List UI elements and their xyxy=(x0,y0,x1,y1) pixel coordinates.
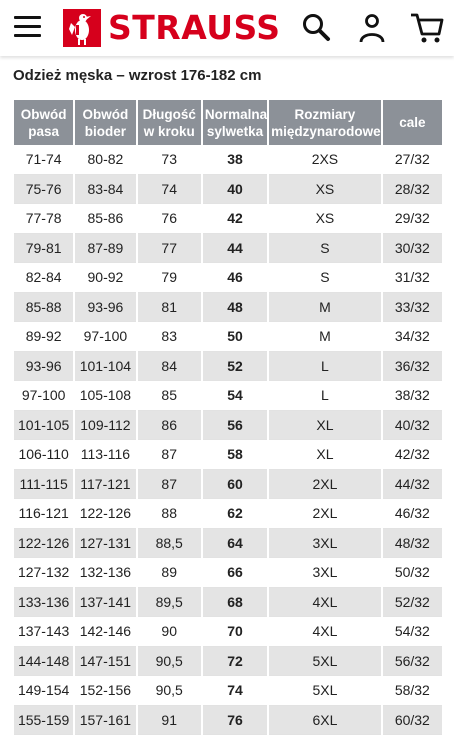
table-cell: 74 xyxy=(138,175,201,205)
table-cell: 85-86 xyxy=(75,204,135,234)
table-cell: S xyxy=(269,263,381,293)
table-cell: 31/32 xyxy=(383,263,442,293)
table-cell: 2XS xyxy=(269,145,381,175)
table-cell: 4XL xyxy=(269,588,381,618)
table-cell: 83 xyxy=(138,322,201,352)
table-cell: L xyxy=(269,381,381,411)
table-cell: 40 xyxy=(203,175,267,205)
table-cell: 74 xyxy=(203,676,267,706)
table-cell: 105-108 xyxy=(75,381,135,411)
table-cell: 97-100 xyxy=(75,322,135,352)
table-cell: 30/32 xyxy=(383,234,442,264)
table-cell: 109-112 xyxy=(75,411,135,441)
table-cell: 147-151 xyxy=(75,647,135,677)
table-cell: 87-89 xyxy=(75,234,135,264)
table-cell: 54 xyxy=(203,381,267,411)
table-cell: 6XL xyxy=(269,706,381,735)
column-header-line: w kroku xyxy=(144,124,195,139)
table-cell: 152-156 xyxy=(75,676,135,706)
brand-name: STRAUSS xyxy=(108,7,281,49)
table-cell: 48 xyxy=(203,293,267,323)
column-header xyxy=(269,100,381,145)
table-body xyxy=(14,145,442,735)
table-cell: S xyxy=(269,234,381,264)
table-row xyxy=(14,440,442,470)
table-cell: 90,5 xyxy=(138,647,201,677)
table-cell: 76 xyxy=(203,706,267,735)
table-cell: 44/32 xyxy=(383,470,442,500)
table-cell: XL xyxy=(269,440,381,470)
table-cell: 132-136 xyxy=(75,558,135,588)
column-header-line: Długość xyxy=(143,107,196,122)
table-cell: 101-104 xyxy=(75,352,135,382)
table-cell: 90,5 xyxy=(138,676,201,706)
user-icon[interactable] xyxy=(354,10,390,46)
table-cell: 155-159 xyxy=(14,706,73,735)
table-cell: 50 xyxy=(203,322,267,352)
table-cell: 60/32 xyxy=(383,706,442,735)
table-cell: 97-100 xyxy=(14,381,73,411)
table-cell: 34/32 xyxy=(383,322,442,352)
size-chart-table xyxy=(12,100,444,735)
table-cell: 137-141 xyxy=(75,588,135,618)
table-cell: 3XL xyxy=(269,558,381,588)
search-icon[interactable] xyxy=(299,10,335,46)
table-cell: M xyxy=(269,293,381,323)
table-cell: 122-126 xyxy=(75,499,135,529)
table-cell: 58/32 xyxy=(383,676,442,706)
site-header xyxy=(0,0,454,56)
table-row xyxy=(14,499,442,529)
table-cell: 87 xyxy=(138,470,201,500)
table-row xyxy=(14,676,442,706)
table-cell: 85-88 xyxy=(14,293,73,323)
table-cell: 77 xyxy=(138,234,201,264)
table-cell: 5XL xyxy=(269,676,381,706)
column-header-line: pasa xyxy=(28,124,59,139)
table-cell: 64 xyxy=(203,529,267,559)
table-cell: 86 xyxy=(138,411,201,441)
table-cell: 44 xyxy=(203,234,267,264)
table-cell: 52/32 xyxy=(383,588,442,618)
table-cell: 50/32 xyxy=(383,558,442,588)
table-cell: XS xyxy=(269,204,381,234)
table-row xyxy=(14,145,442,175)
table-cell: 68 xyxy=(203,588,267,618)
table-cell: 28/32 xyxy=(383,175,442,205)
table-cell: 85 xyxy=(138,381,201,411)
table-cell: 54/32 xyxy=(383,617,442,647)
table-cell: 66 xyxy=(203,558,267,588)
table-cell: 33/32 xyxy=(383,293,442,323)
table-cell: 81 xyxy=(138,293,201,323)
table-cell: 142-146 xyxy=(75,617,135,647)
column-header-line: cale xyxy=(399,115,425,130)
strauss-logo[interactable] xyxy=(63,9,280,47)
table-cell: 89 xyxy=(138,558,201,588)
column-header-line: bioder xyxy=(85,124,126,139)
table-cell: 3XL xyxy=(269,529,381,559)
table-cell: 127-131 xyxy=(75,529,135,559)
table-cell: 84 xyxy=(138,352,201,382)
table-cell: 79 xyxy=(138,263,201,293)
table-cell: XS xyxy=(269,175,381,205)
table-cell: 5XL xyxy=(269,647,381,677)
table-row xyxy=(14,529,442,559)
table-cell: 38 xyxy=(203,145,267,175)
table-row xyxy=(14,381,442,411)
table-cell: 29/32 xyxy=(383,204,442,234)
column-header xyxy=(75,100,135,145)
hamburger-menu-icon[interactable] xyxy=(14,14,42,40)
table-cell: 116-121 xyxy=(14,499,73,529)
table-cell: 2XL xyxy=(269,499,381,529)
table-cell: 62 xyxy=(203,499,267,529)
table-cell: 90-92 xyxy=(75,263,135,293)
logo-emblem-icon xyxy=(63,9,101,47)
table-cell: 93-96 xyxy=(75,293,135,323)
table-cell: 56 xyxy=(203,411,267,441)
table-cell: 77-78 xyxy=(14,204,73,234)
table-cell: 52 xyxy=(203,352,267,382)
table-cell: 89,5 xyxy=(138,588,201,618)
table-cell: 46/32 xyxy=(383,499,442,529)
column-header xyxy=(138,100,201,145)
table-cell: 58 xyxy=(203,440,267,470)
table-header-row xyxy=(14,100,442,145)
table-cell: 87 xyxy=(138,440,201,470)
table-cell: 38/32 xyxy=(383,381,442,411)
table-cell: 89-92 xyxy=(14,322,73,352)
table-cell: 71-74 xyxy=(14,145,73,175)
table-cell: 42 xyxy=(203,204,267,234)
table-row xyxy=(14,352,442,382)
column-header xyxy=(383,100,442,145)
table-row xyxy=(14,617,442,647)
table-cell: 117-121 xyxy=(75,470,135,500)
table-cell: 88 xyxy=(138,499,201,529)
table-cell: 27/32 xyxy=(383,145,442,175)
table-cell: 144-148 xyxy=(14,647,73,677)
column-header-line: Obwód xyxy=(83,107,129,122)
table-cell: 46 xyxy=(203,263,267,293)
table-cell: 75-76 xyxy=(14,175,73,205)
table-row xyxy=(14,234,442,264)
page-title: Odzież męska – wzrost 176-182 cm xyxy=(13,67,261,84)
table-cell: 133-136 xyxy=(14,588,73,618)
table-cell: 93-96 xyxy=(14,352,73,382)
table-cell: 79-81 xyxy=(14,234,73,264)
table-cell: 76 xyxy=(138,204,201,234)
table-cell: 111-115 xyxy=(14,470,73,500)
table-cell: 60 xyxy=(203,470,267,500)
table-row xyxy=(14,706,442,735)
table-row xyxy=(14,588,442,618)
table-cell: 2XL xyxy=(269,470,381,500)
table-row xyxy=(14,293,442,323)
table-cell: 4XL xyxy=(269,617,381,647)
column-header xyxy=(14,100,73,145)
table-cell: 40/32 xyxy=(383,411,442,441)
table-row xyxy=(14,470,442,500)
table-cell: 101-105 xyxy=(14,411,73,441)
table-cell: 122-126 xyxy=(14,529,73,559)
column-header-line: Rozmiary xyxy=(295,107,356,122)
table-cell: 137-143 xyxy=(14,617,73,647)
table-cell: 127-132 xyxy=(14,558,73,588)
column-header-line: sylwetka xyxy=(207,124,263,139)
table-row xyxy=(14,558,442,588)
table-cell: 72 xyxy=(203,647,267,677)
table-cell: 42/32 xyxy=(383,440,442,470)
table-cell: 149-154 xyxy=(14,676,73,706)
table-row xyxy=(14,411,442,441)
table-cell: 36/32 xyxy=(383,352,442,382)
cart-icon[interactable] xyxy=(408,10,444,46)
table-cell: 83-84 xyxy=(75,175,135,205)
table-cell: 106-110 xyxy=(14,440,73,470)
column-header-line: Normalna xyxy=(205,107,267,122)
table-cell: 91 xyxy=(138,706,201,735)
column-header xyxy=(203,100,267,145)
table-row xyxy=(14,322,442,352)
table-cell: 90 xyxy=(138,617,201,647)
column-header-line: Obwód xyxy=(21,107,67,122)
table-cell: 80-82 xyxy=(75,145,135,175)
table-row xyxy=(14,204,442,234)
table-cell: 48/32 xyxy=(383,529,442,559)
column-header-line: międzynarodowe xyxy=(271,124,381,139)
table-cell: 70 xyxy=(203,617,267,647)
table-cell: L xyxy=(269,352,381,382)
table-cell: M xyxy=(269,322,381,352)
table-row xyxy=(14,263,442,293)
table-cell: 88,5 xyxy=(138,529,201,559)
table-row xyxy=(14,175,442,205)
table-cell: 113-116 xyxy=(75,440,135,470)
table-cell: XL xyxy=(269,411,381,441)
table-row xyxy=(14,647,442,677)
table-cell: 73 xyxy=(138,145,201,175)
table-cell: 56/32 xyxy=(383,647,442,677)
table-cell: 157-161 xyxy=(75,706,135,735)
table-cell: 82-84 xyxy=(14,263,73,293)
